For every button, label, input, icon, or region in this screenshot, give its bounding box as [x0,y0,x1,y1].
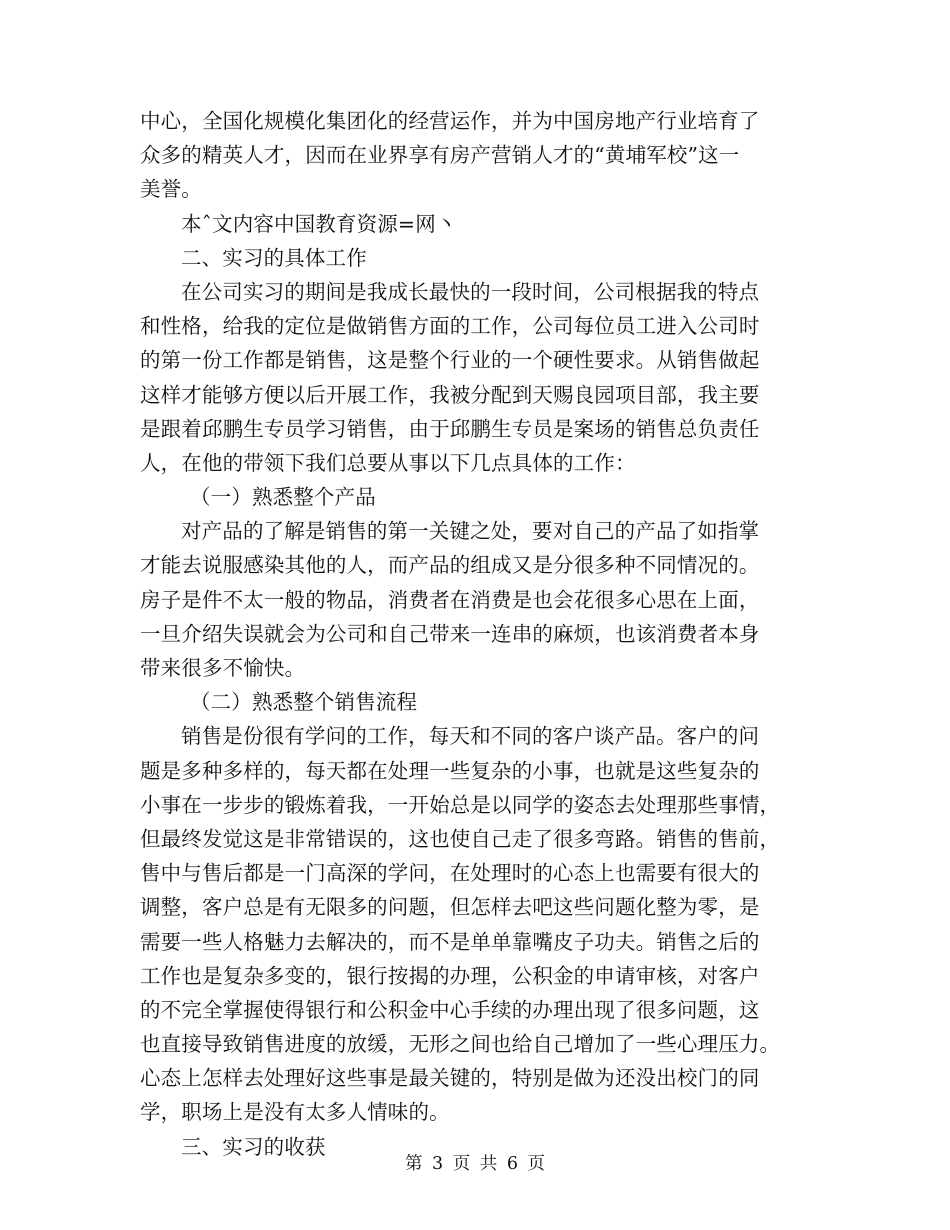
document-body [140,104,815,1164]
section-heading: 三、实习的收获 [181,1134,326,1159]
subsection-heading: （二）熟悉整个销售流程 [190,690,418,715]
body-line: 调整，客户总是有无限多的问题，但怎样去吧这些问题化整为零，是 [140,895,760,920]
paragraph-start: 销售是份很有学问的工作，每天和不同的客户谈产品。客户的问 [181,724,760,749]
paragraph-start: 对产品的了解是销售的第一关键之处，要对自己的产品了如指掌 [181,519,760,544]
subsection-heading: （一）熟悉整个产品 [190,485,376,510]
body-line: 题是多种多样的，每天都在处理一些复杂的小事，也就是这些复杂的 [140,758,760,783]
paragraph-start: 在公司实习的期间是我成长最快的一段时间，公司根据我的特点 [181,279,760,304]
body-line: 但最终发觉这是非常错误的，这也使自己走了很多弯路。销售的售前， [140,826,781,851]
body-line: 心态上怎样去处理好这些事是最关键的，特别是做为还没出校门的同 [140,1066,760,1091]
inline-note: 本ˆ文内容中国教育资源=网丶 [181,211,457,236]
page-footer: 第 3 页 共 6 页 [404,1154,546,1174]
body-line: 需要一些人格魅力去解决的，而不是单单靠嘴皮子功夫。销售之后的 [140,929,760,954]
body-line: 工作也是复杂多变的，银行按揭的办理，公积金的申请审核，对客户 [140,963,760,988]
body-line: 中心，全国化规模化集团化的经营运作，并为中国房地产行业培育了 [140,109,760,133]
body-line: 也直接导致销售进度的放缓，无形之间也给自己增加了一些心理压力。 [140,1032,781,1057]
body-line: 众多的精英人才，因而在业界享有房产营销人才的“黄埔军校”这一 [140,143,740,168]
body-line: 和性格，给我的定位是做销售方面的工作，公司每位员工进入公司时 [140,314,760,339]
body-line: 售中与售后都是一门高深的学问，在处理时的心态上也需要有很大的 [140,861,760,886]
body-line: 是跟着邱鹏生专员学习销售，由于邱鹏生专员是案场的销售总负责任 [140,416,760,441]
body-line: 房子是件不太一般的物品，消费者在消费是也会花很多心思在上面， [140,587,760,612]
body-line: 才能去说服感染其他的人，而产品的组成又是分很多种不同情况的。 [140,553,760,578]
section-heading: 二、实习的具体工作 [181,245,367,270]
body-line: 这样才能够方便以后开展工作，我被分配到天赐良园项目部，我主要 [140,382,760,407]
body-line: 的第一份工作都是销售，这是整个行业的一个硬性要求。从销售做起 [140,348,760,373]
body-line: 的不完全掌握使得银行和公积金中心手续的办理出现了很多问题，这 [140,997,760,1022]
body-line: 带来很多不愉快。 [140,656,306,680]
body-line: 学，职场上是没有太多人情味的。 [140,1100,450,1125]
body-line: 美誉。 [140,177,202,202]
body-line: 人，在他的带领下我们总要从事以下几点具体的工作： [140,450,636,475]
body-line: 小事在一步步的锻炼着我，一开始总是以同学的姿态去处理那些事情， [140,792,781,817]
body-line: 一旦介绍失误就会为公司和自己带来一连串的麻烦，也该消费者本身 [140,621,760,646]
